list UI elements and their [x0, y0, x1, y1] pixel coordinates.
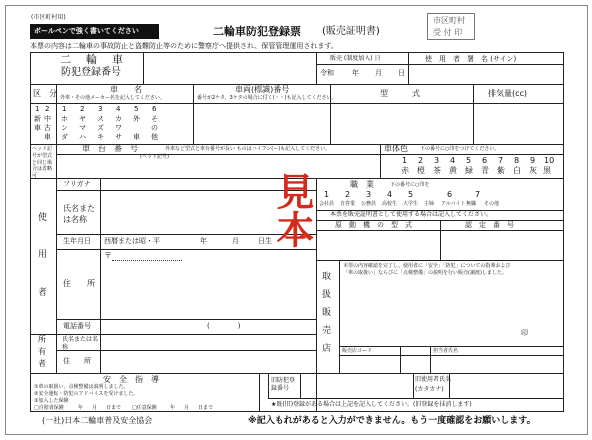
- birth-month: 月: [232, 237, 239, 245]
- plate-number-field[interactable]: [196, 106, 328, 142]
- color-num-9[interactable]: 9: [530, 156, 536, 165]
- shop-side-4: 売: [322, 326, 332, 336]
- furigana-label: フリガナ: [63, 180, 91, 188]
- month-label: 月: [375, 69, 382, 77]
- maker-r3-c2: ハ: [79, 133, 86, 141]
- color-num-7[interactable]: 7: [498, 156, 504, 165]
- shop-side-2: 扱: [322, 290, 332, 300]
- chassis-head-hint: (ヘッド記号): [140, 154, 169, 160]
- color-num-5[interactable]: 5: [466, 156, 472, 165]
- maker-note: 外車・その他メーカー名を記入してください。: [60, 95, 165, 101]
- prev-user-field[interactable]: [452, 375, 562, 397]
- cert-number-label: 認 定 番 号: [465, 221, 514, 229]
- color-num-2[interactable]: 2: [418, 156, 424, 165]
- ins-year-1: 年: [78, 405, 84, 411]
- job-note: 下の番号に○印を: [390, 182, 430, 188]
- address-label: 住 所: [63, 279, 95, 288]
- job-num-7[interactable]: 7: [475, 190, 481, 199]
- footer-org: (一社)日本二輪車普及安全協会: [42, 416, 153, 425]
- ins-nini[interactable]: □任意保険: [132, 405, 157, 411]
- safety-title: 安 全 指 導: [103, 375, 159, 384]
- color-brown: 茶: [433, 166, 441, 175]
- color-red: 赤: [401, 166, 409, 175]
- maker-r1-c4: カ: [115, 115, 122, 123]
- chassis-number-field[interactable]: [59, 154, 377, 176]
- color-orange: 橙: [417, 166, 425, 175]
- prev-number-field[interactable]: [303, 375, 411, 397]
- maker-r2-c6: の: [151, 124, 158, 132]
- kubun-num-1[interactable]: 1: [35, 105, 40, 113]
- chassis-number-label: 車 台 番 号: [82, 144, 138, 153]
- job-num-4[interactable]: 4: [387, 190, 393, 199]
- maker-r3-c3: キ: [97, 133, 104, 141]
- cert-number-field[interactable]: [443, 232, 562, 258]
- birth-day: 日生: [258, 237, 272, 245]
- maker-r3-c6: 他: [151, 133, 158, 141]
- maker-r2-c3: ズ: [97, 124, 104, 132]
- user-side-1: 使: [38, 213, 48, 223]
- user-label: (市区町村用): [31, 14, 66, 21]
- color-note: 下の番号に○印をつけてください。: [420, 146, 500, 152]
- footer-warning: ※記入もれがあると入力ができません。もう一度確認をお願いします。: [248, 416, 536, 426]
- motor-type-label: 原 動 機 の 型 式: [335, 221, 412, 229]
- color-num-8[interactable]: 8: [514, 156, 520, 165]
- prev-number-label: 旧防犯登録番号: [271, 377, 296, 392]
- color-gray: 灰: [529, 166, 537, 175]
- pen-notice-box: [30, 24, 159, 39]
- owner-side-1: 所: [38, 335, 46, 344]
- kubun-word-used: 中: [44, 115, 51, 123]
- kubun-word-new: 新: [34, 115, 41, 123]
- chassis-side-note: ヘッド記号が型式と同じ場合は省略可: [32, 146, 53, 179]
- shop-seal-mark: 印: [521, 329, 528, 337]
- job-part: アルバイト: [441, 201, 466, 207]
- job-high: 高校生: [382, 201, 398, 207]
- job-num-6[interactable]: 6: [447, 190, 453, 199]
- user-address-field[interactable]: [103, 251, 313, 317]
- color-green: 緑: [465, 166, 473, 175]
- owner-name-field[interactable]: [103, 336, 313, 349]
- user-side-2: 用: [38, 250, 48, 260]
- reg-label-big: 二 輪 車: [60, 53, 125, 66]
- ins-jibaiseki[interactable]: □自賠責保険: [34, 405, 64, 411]
- job-num-5[interactable]: 5: [408, 190, 414, 199]
- user-side-3: 者: [38, 288, 48, 298]
- shop-notice-1: 本票の内容確認を完了し、使用者に「安全」「防犯」についての指導および: [343, 263, 511, 269]
- job-civil: 公務員: [361, 201, 377, 207]
- maker-r1-c1: ホ: [61, 115, 68, 123]
- job-univ: 大学生: [403, 201, 419, 207]
- color-blue: 青: [481, 166, 489, 175]
- job-house: 主婦: [424, 201, 435, 207]
- shop-stamp-area[interactable]: [342, 279, 562, 344]
- ins-year-2: 年: [170, 405, 176, 411]
- maker-r1-c2: ヤ: [79, 115, 86, 123]
- color-white: 白: [513, 166, 521, 175]
- sale-date-field[interactable]: [330, 66, 405, 81]
- ins-month-2: 月: [184, 405, 190, 411]
- safety-item-3: ③加入した保険: [34, 398, 69, 404]
- color-num-1[interactable]: 1: [402, 156, 408, 165]
- user-sign-field[interactable]: [411, 66, 561, 82]
- pen-notice: ボールペンで強く書いてください: [34, 27, 139, 35]
- kubun-word-used-3: 車: [44, 133, 51, 141]
- job-label: 職 業: [350, 180, 374, 189]
- charge-label: 担当者氏名: [433, 348, 459, 354]
- maker-num-2[interactable]: 2: [80, 105, 85, 113]
- charge-field[interactable]: [433, 357, 562, 371]
- maker-other-field[interactable]: [165, 106, 191, 142]
- maker-r2-c2: マ: [79, 124, 86, 132]
- shop-code-label: 販売店コード: [342, 348, 373, 354]
- motor-type-field[interactable]: [319, 232, 438, 258]
- color-black: 黒: [543, 166, 551, 175]
- shop-side-1: 取: [322, 272, 332, 282]
- color-purple: 紫: [497, 166, 505, 175]
- color-num-4[interactable]: 4: [450, 156, 456, 165]
- job-other-field[interactable]: [500, 190, 562, 208]
- displacement-field[interactable]: [476, 106, 562, 142]
- kubun-num-2[interactable]: 2: [45, 105, 50, 113]
- color-label: 車体色: [384, 144, 408, 153]
- job-num-2[interactable]: 2: [345, 190, 351, 199]
- maker-num-4[interactable]: 4: [116, 105, 121, 113]
- plate-note: 番号が2ケタ、3ケタの場合に付く(・・)も記入してください。: [197, 95, 337, 101]
- stamp-line-1: 市区町村: [433, 16, 465, 25]
- maker-r1-c5: 外: [133, 115, 140, 123]
- owner-name-label: 氏名または名称: [62, 336, 99, 351]
- phone-paren: ( ): [207, 322, 241, 330]
- kubun-label: 区 分: [33, 89, 57, 98]
- reg-number-field[interactable]: [147, 55, 312, 81]
- owner-address-label: 住 所: [63, 357, 91, 365]
- safety-item-1: ①車の取扱い、点検整備は説明しました。: [34, 384, 129, 390]
- maker-r2-c1: ン: [61, 124, 68, 132]
- maker-num-1[interactable]: 1: [62, 105, 67, 113]
- maker-header: 車 名: [110, 85, 142, 94]
- kubun-word-used-2: 古: [44, 124, 51, 132]
- sale-date-label: 販売 (制度加入) 日: [330, 55, 381, 62]
- shop-code-field[interactable]: [342, 357, 398, 371]
- shop-side-5: 店: [322, 344, 332, 354]
- form-title-sub: (販売証明書): [322, 26, 380, 37]
- job-num-1[interactable]: 1: [324, 190, 330, 199]
- maker-num-6[interactable]: 6: [152, 105, 157, 113]
- prev-user-label: 旧使用者氏名: [415, 376, 452, 383]
- prev-note: ★既(旧)登録がある場合は上記を記入してください。(旧登録を抹消します): [271, 401, 472, 408]
- ins-until-1: 日まで: [106, 405, 122, 411]
- form-title: 二輪車防犯登録票: [213, 25, 301, 38]
- maker-r1-c3: ス: [97, 115, 104, 123]
- maker-r3-c5: 車: [133, 133, 140, 141]
- maker-r3-c1: ダ: [61, 133, 68, 141]
- phone-field[interactable]: [103, 321, 313, 333]
- day-label: 日: [398, 69, 405, 77]
- purpose-text: 本票の内容は二輪車の事故防止と盗難防止等のために警察庁へ提供され、保管管理運用されます。: [30, 42, 338, 50]
- municipal-stamp-box: [427, 13, 475, 40]
- ins-until-2: 日まで: [198, 405, 214, 411]
- type-header: 型 式: [380, 89, 420, 98]
- phone-label: 電話番号: [63, 322, 91, 330]
- job-other: その他: [484, 201, 500, 207]
- cert-note: 本票を販売証明書として使用する場合は記入してください。: [330, 211, 493, 218]
- maker-num-3[interactable]: 3: [98, 105, 103, 113]
- maker-r3-c4: サ: [115, 133, 122, 141]
- birth-era: 西暦または昭・平: [104, 237, 160, 245]
- owner-side-3: 者: [38, 359, 46, 368]
- reg-label: 防犯登録番号: [61, 67, 121, 78]
- ins-month-1: 月: [92, 405, 98, 411]
- era-label: 令和: [320, 69, 334, 77]
- user-sign-header: 使 用 者 署 名 (サイン): [425, 55, 517, 63]
- prev-user-sub: (カタカナ): [415, 386, 444, 393]
- color-num-6[interactable]: 6: [482, 156, 488, 165]
- sample-watermark: 見本: [269, 172, 315, 248]
- owner-address-field[interactable]: [103, 352, 313, 372]
- safety-item-2: ②安全運転・防犯のアドバイスを受けました。: [34, 391, 139, 397]
- color-num-10[interactable]: 10: [544, 156, 555, 165]
- model-type-field[interactable]: [333, 106, 471, 142]
- color-num-3[interactable]: 3: [434, 156, 440, 165]
- birth-year: 年: [200, 237, 207, 245]
- job-num-3[interactable]: 3: [366, 190, 372, 199]
- maker-r1-c6: そ: [151, 115, 158, 123]
- maker-num-5[interactable]: 5: [134, 105, 139, 113]
- cc-header: 排気量(cc): [488, 89, 528, 98]
- owner-side-2: 有: [38, 347, 46, 356]
- job-none: 無職: [466, 201, 477, 207]
- postal-mark: 〒: [104, 251, 112, 260]
- kubun-word-new-2: 車: [34, 124, 41, 132]
- birth-label: 生年月日: [63, 237, 91, 245]
- color-yellow: 黄: [449, 166, 457, 175]
- shop-side-3: 販: [322, 308, 332, 318]
- chassis-number-note: 外車など型式と車台番号が長い ものはハイフン(ー)も記入してください。: [165, 146, 331, 152]
- job-self: 自営業: [340, 201, 356, 207]
- name-label: 氏名または名称: [63, 204, 95, 225]
- stamp-line-2: 受 付 印: [433, 28, 463, 37]
- shop-notice-2: 「車の取扱い」ならびに「点検整備」の説明を行い販売(譲渡)しました。: [343, 270, 507, 276]
- plate-header: 車両(標識)番号: [235, 85, 290, 94]
- maker-r2-c4: ワ: [115, 124, 122, 132]
- year-label: 年: [352, 69, 359, 77]
- job-company: 会社員: [319, 201, 335, 207]
